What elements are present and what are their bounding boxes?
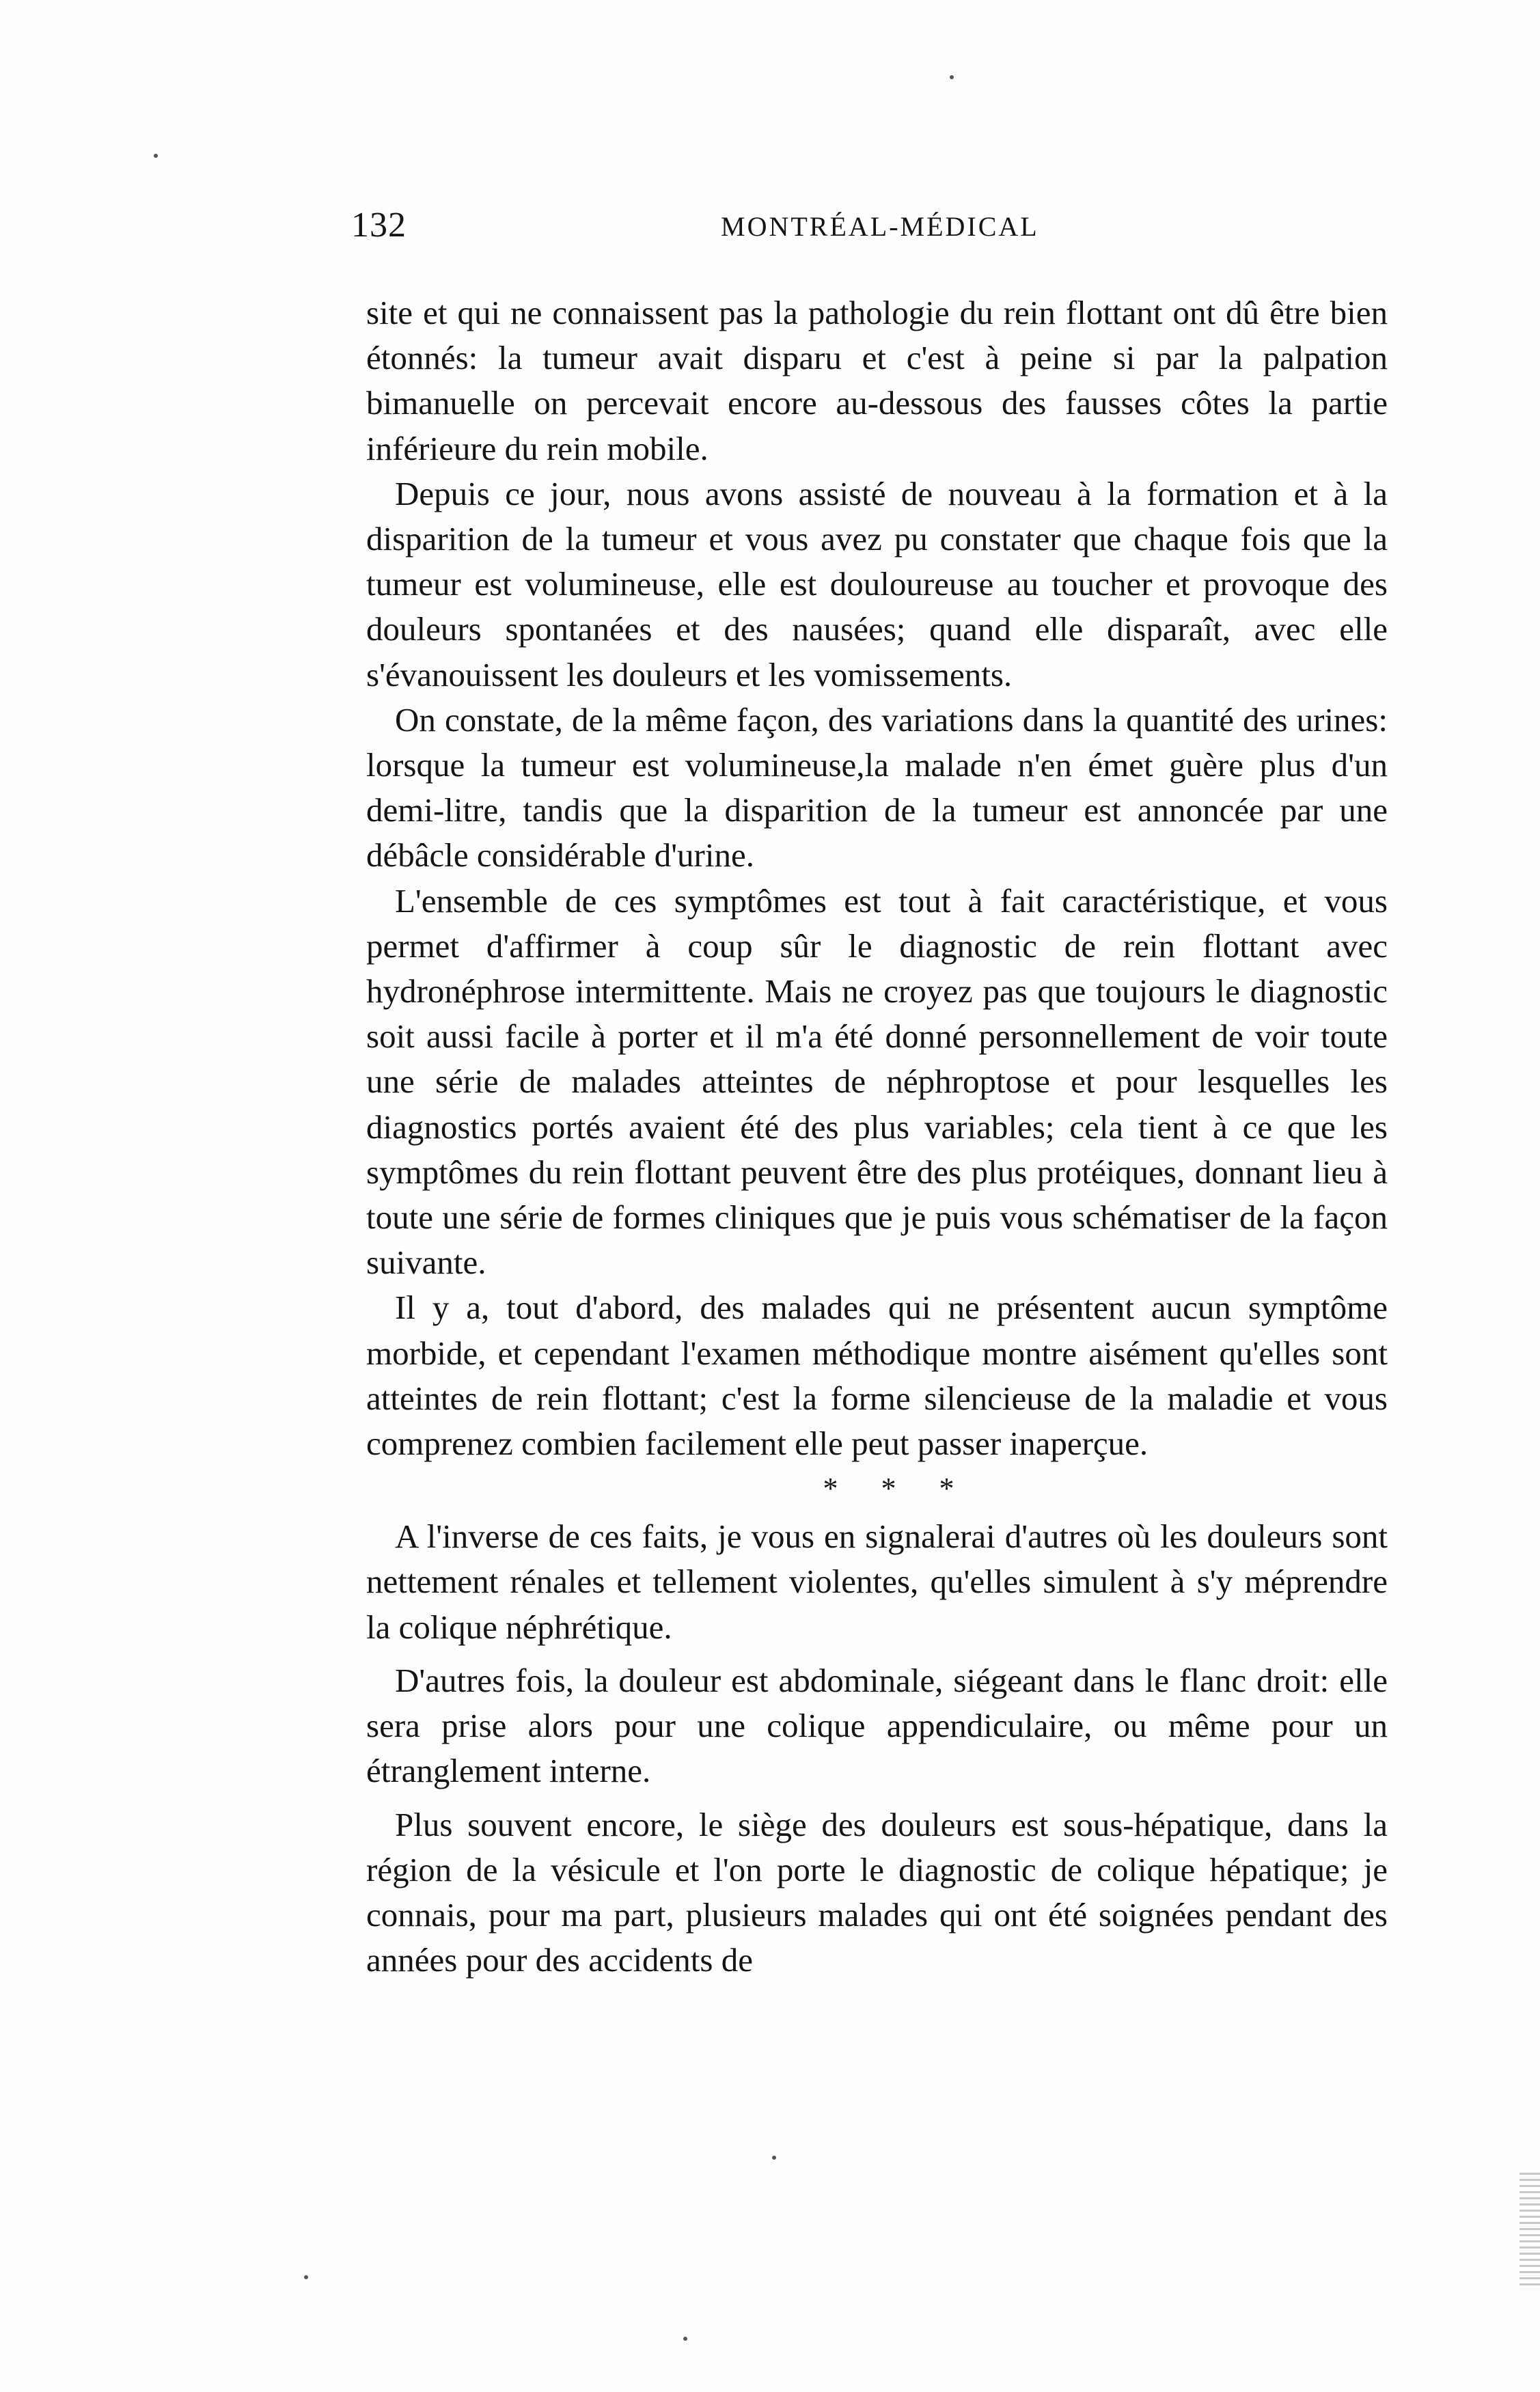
paragraph: On constate, de la même façon, des variations dans la quantité des urines: lorsque la tumeur est volumineuse,la malade n'en émet guère plus d'un demi-litre, tandis que la disparition de la tumeur est annoncée par une débâcle considérable d'urine. bbox=[366, 700, 1388, 875]
paragraph: A l'inverse de ces faits, je vous en signalerai d'autres où les douleurs sont nettement rénales et tellement violentes, qu'elles simulent à s'y méprendre la colique néphrétique. bbox=[366, 1517, 1388, 1646]
section-separator: * * * bbox=[823, 1472, 972, 1506]
journal-title: MONTRÉAL-MÉDICAL bbox=[721, 211, 1039, 242]
paragraph: L'ensemble de ces symptômes est tout à fait caractéristique, et vous permet d'affirmer à coup sûr le diagnostic de rein flottant avec hydronéphrose intermittente. Mais ne croyez pas que toujours le diagnostic soit aussi facile à porter et il m'a été donné personnellement de voir toute une série de malades atteintes de néphroptose et pour lesquelles les diagnostics portés avaient été des plus variables; cela tient à ce que les symptômes du rein flottant peuvent être des plus protéiques, donnant lieu à toute une série de formes cliniques que je puis vous schématiser de la façon suivante. bbox=[366, 881, 1388, 1282]
scan-speck bbox=[950, 75, 954, 79]
scan-speck bbox=[304, 2275, 308, 2279]
scan-speck bbox=[683, 2337, 687, 2341]
paragraph: Il y a, tout d'abord, des malades qui ne présentent aucun symptôme morbide, et cependant l'examen méthodique montre aisément qu'elles sont atteintes de rein flottant; c'est la forme silencieuse de la maladie et vous comprenez combien facilement elle peut passer inaperçue. bbox=[366, 1289, 1388, 1463]
scan-speck bbox=[772, 2156, 776, 2160]
paragraph-continuation: site et qui ne connaissent pas la pathologie du rein flottant ont dû être bien étonnés: la tumeur avait disparu et c'est à peine si par la palpation bimanuelle on percevait encore au-dessous des fausses côtes la partie inférieure du rein mobile. bbox=[366, 294, 1388, 467]
paragraph: D'autres fois, la douleur est abdominale, siégeant dans le flanc droit: elle sera prise alors pour une colique appendiculaire, ou même pour un étranglement interne. bbox=[366, 1661, 1388, 1790]
scan-edge-artifact bbox=[1520, 2173, 1540, 2289]
running-head bbox=[328, 205, 1353, 246]
body-text bbox=[366, 290, 1388, 1983]
scan-speck bbox=[154, 154, 158, 158]
page-number: 132 bbox=[351, 206, 407, 245]
paragraph: Plus souvent encore, le siège des douleurs est sous-hépatique, dans la région de la vésicule et l'on porte le diagnostic de colique hépatique; je connais, pour ma part, plusieurs malades qui ont été soignées pendant des années pour des accidents de bbox=[366, 1805, 1388, 1979]
paragraph: Depuis ce jour, nous avons assisté de nouveau à la formation et à la disparition de la tumeur et vous avez pu constater que chaque fois que la tumeur est volumineuse, elle est douloureuse au toucher et provoque des douleurs spontanées et des nausées; quand elle disparaît, avec elle s'évanouissent les douleurs et les vomissements. bbox=[366, 474, 1388, 693]
